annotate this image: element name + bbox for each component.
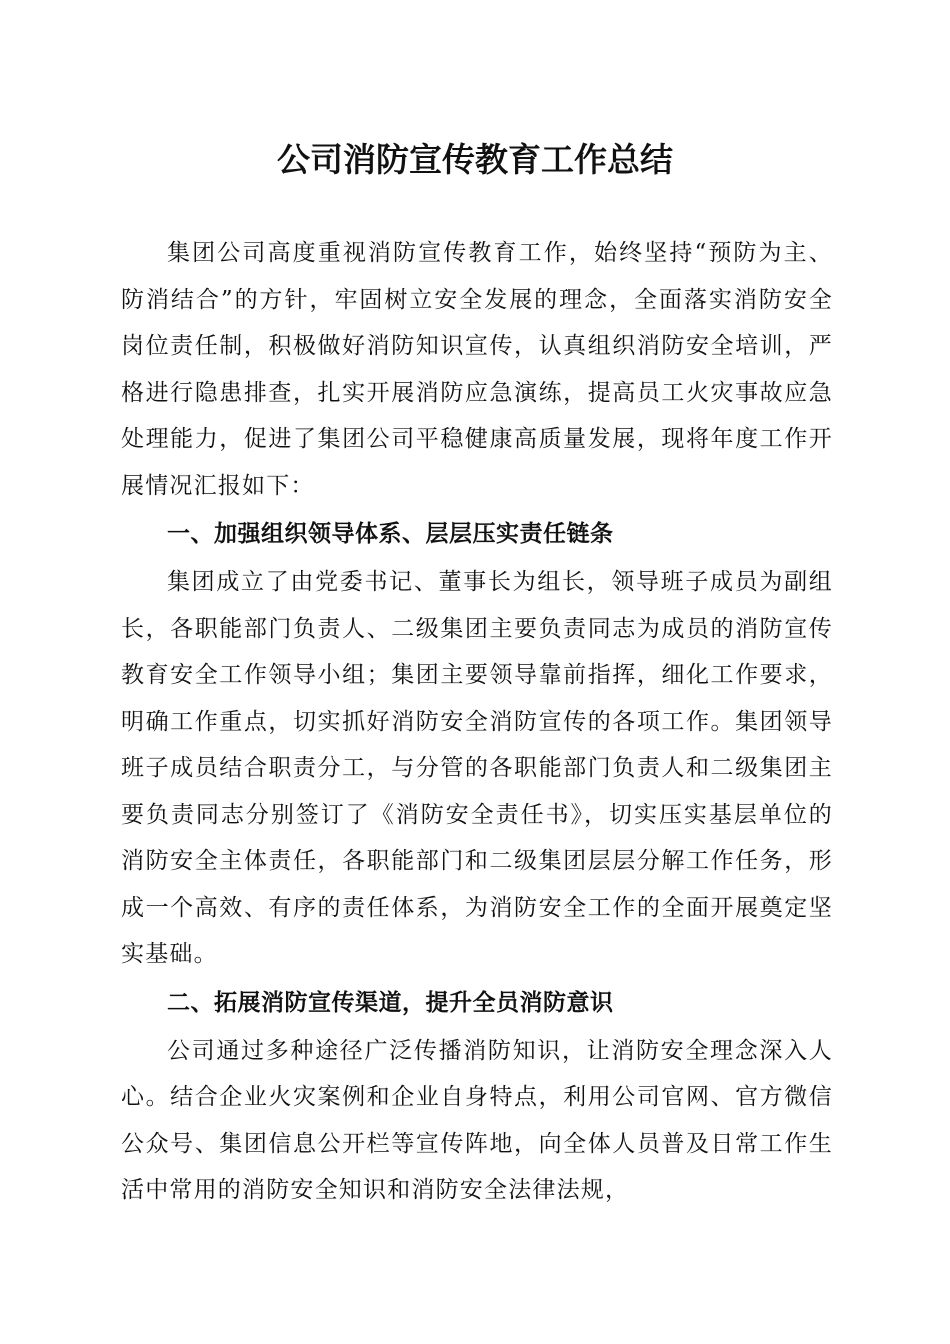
section-heading-2: 二、拓展消防宣传渠道，提升全员消防意识 xyxy=(167,989,614,1016)
section-paragraph-1: 集团成立了由党委书记、董事长为组长，领导班子成员为副组长，各职能部门负责人、二级集团主要负责同志为成员的消防宣传教育安全工作领导小组；集团主要领导靠前指挥，细化工作要求，明确工作重点，切实抓好消防安全消防宣传的各项工作。集团领导班子成员结合职责分工，与分管的各职能部门负责人和二级集团主要负责同志分别签订了《消防安全责任书》，切实压实基层单位的消防安全主体责任，各职能部门和二级集团层层分解工作任务，形成一个高效、有序的责任体系，为消防安全工作的全面开展奠定坚实基础。 xyxy=(121,569,833,967)
section-paragraph-2: 公司通过多种途径广泛传播消防知识，让消防安全理念深入人心。结合企业火灾案例和企业自身特点，利用公司官网、官方微信公众号、集团信息公开栏等宣传阵地，向全体人员普及日常工作生活中常用的消防安全知识和消防安全法律法规， xyxy=(121,1037,833,1203)
intro-paragraph: 集团公司高度重视消防宣传教育工作，始终坚持“预防为主、防消结合”的方针，牢固树立安全发展的理念，全面落实消防安全岗位责任制，积极做好消防知识宣传，认真组织消防安全培训，严格进行隐患排查，扎实开展消防应急演练，提高员工火灾事故应急处理能力，促进了集团公司平稳健康高质量发展，现将年度工作开展情况汇报如下： xyxy=(121,240,833,499)
document-body xyxy=(121,230,833,1214)
document-title: 公司消防宣传教育工作总结 xyxy=(277,140,673,179)
section-heading-1: 一、加强组织领导体系、层层压实责任链条 xyxy=(167,521,614,547)
